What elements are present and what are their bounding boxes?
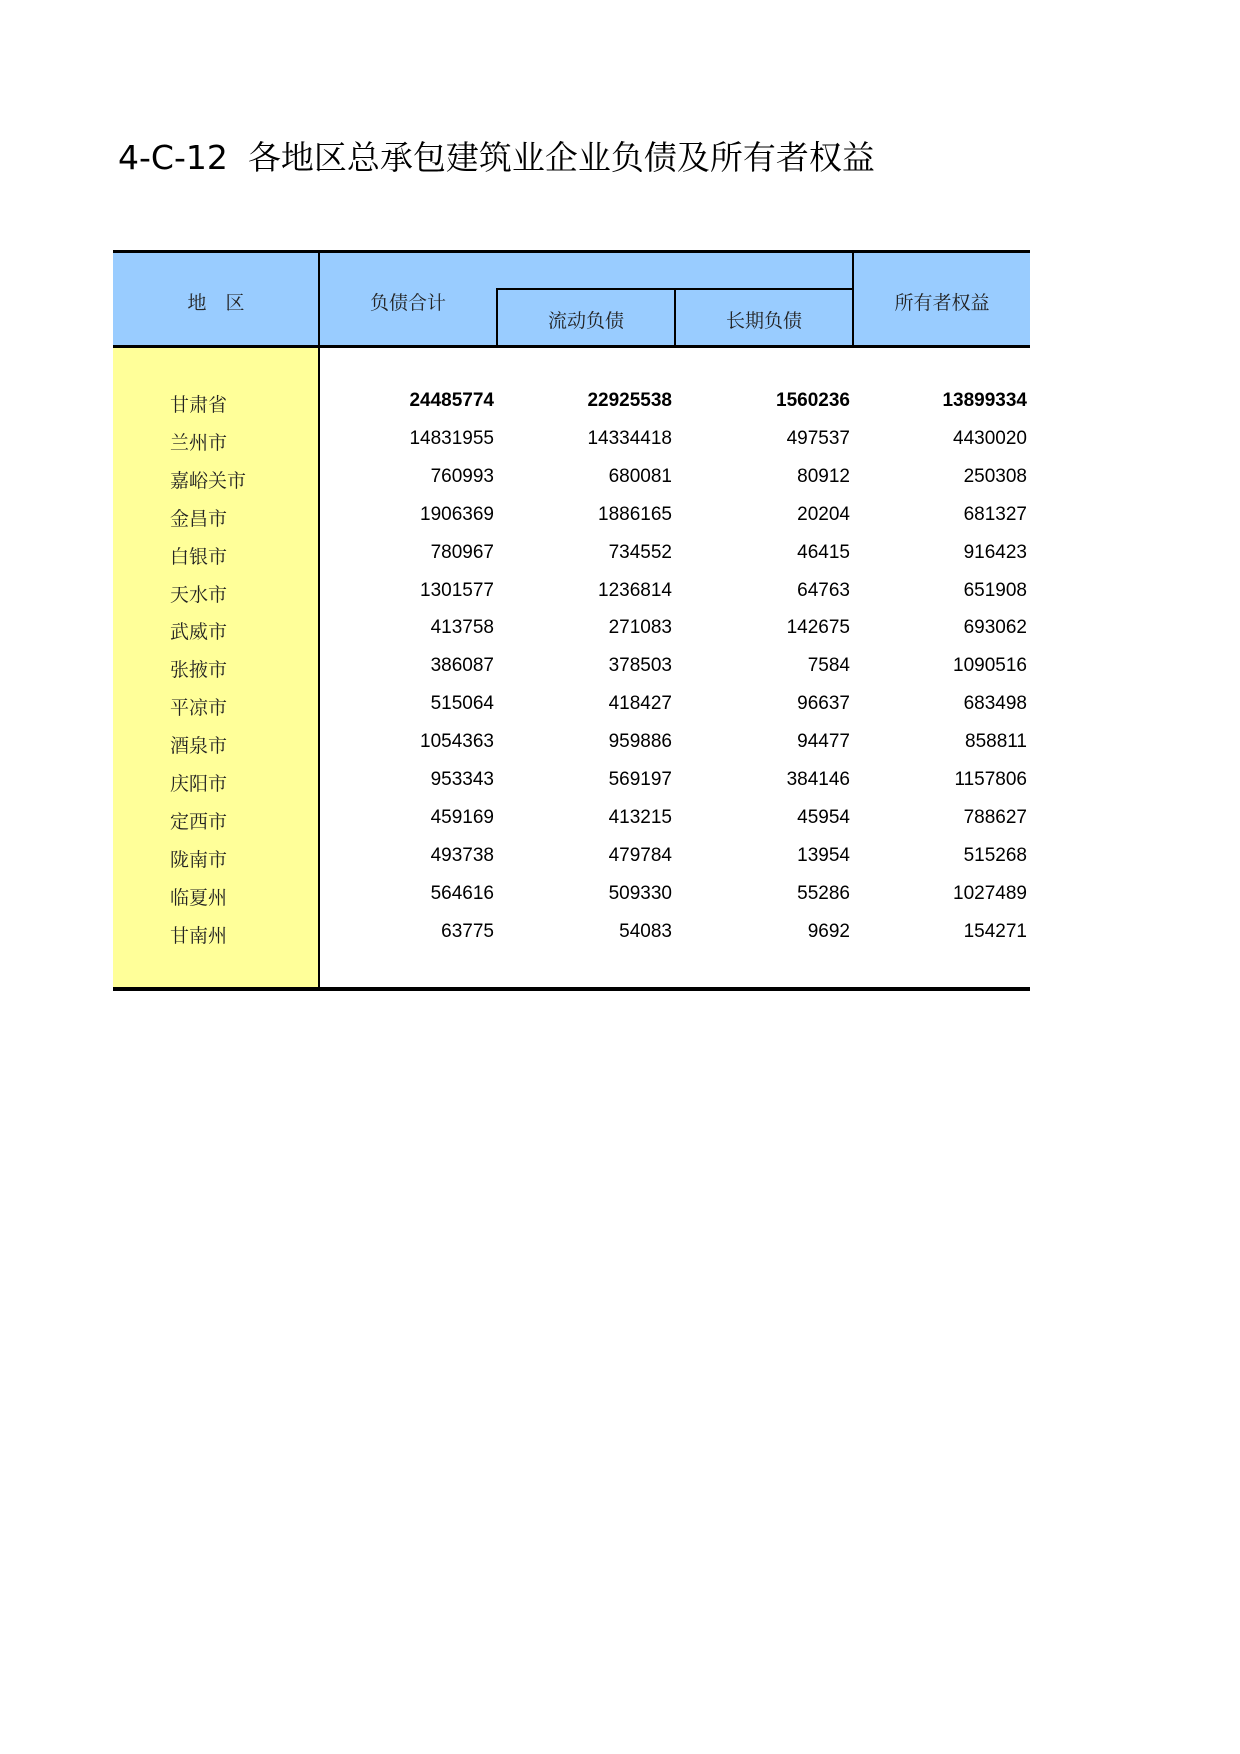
current-liabilities-value: 959886 (608, 731, 672, 753)
long-term-liabilities-value: 13954 (797, 844, 850, 866)
owners-equity-value: 13899334 (942, 390, 1027, 411)
table-row (113, 655, 1030, 693)
current-liabilities-value: 418427 (608, 693, 672, 715)
current-liabilities-value: 14334418 (587, 427, 672, 449)
long-term-liabilities-value: 96637 (797, 693, 850, 715)
region-name: 白银市 (170, 545, 228, 568)
page-title (118, 132, 895, 179)
current-liabilities-value: 734552 (608, 541, 672, 563)
region-name: 金昌市 (170, 507, 228, 530)
region-name: 陇南市 (170, 848, 228, 871)
table-row (113, 542, 1030, 580)
owners-equity-value: 693062 (963, 617, 1027, 639)
long-term-liabilities-value: 80912 (797, 465, 850, 487)
region-name: 定西市 (170, 810, 228, 833)
current-liabilities-value: 54083 (619, 920, 672, 942)
table-row (113, 504, 1030, 542)
owners-equity-value: 858811 (965, 731, 1027, 753)
current-liabilities-value: 680081 (608, 465, 672, 487)
table-row (113, 428, 1030, 466)
owners-equity-value: 788627 (963, 806, 1027, 828)
bottom-rule (113, 987, 1030, 991)
long-term-liabilities-value: 46415 (797, 541, 850, 563)
region-name: 嘉峪关市 (170, 469, 247, 492)
long-term-liabilities-value: 384146 (786, 769, 850, 790)
current-liabilities-value: 509330 (608, 882, 672, 904)
table-row (113, 466, 1030, 504)
table-row (113, 769, 1030, 807)
total-liabilities-value: 413758 (430, 617, 494, 639)
owners-equity-value: 651908 (963, 579, 1027, 601)
owners-equity-value: 916423 (963, 541, 1027, 563)
owners-equity-value: 683498 (963, 693, 1027, 715)
long-term-liabilities-value: 45954 (797, 806, 850, 828)
header-total-liabilities: 负债合计 (369, 292, 446, 314)
owners-equity-value: 515268 (963, 844, 1027, 866)
long-term-liabilities-value: 142675 (786, 617, 850, 639)
total-liabilities-value: 515064 (430, 693, 494, 715)
region-name: 庆阳市 (170, 773, 228, 795)
table-row (113, 580, 1030, 618)
current-liabilities-value: 271083 (608, 617, 672, 639)
total-liabilities-value: 1301577 (420, 579, 494, 601)
total-liabilities-value: 1906369 (420, 503, 494, 525)
long-term-liabilities-value: 20204 (797, 503, 850, 525)
table-row (113, 921, 1030, 959)
header-rule (113, 345, 1030, 348)
table-row (113, 693, 1030, 731)
long-term-liabilities-value: 64763 (797, 579, 850, 601)
total-liabilities-value: 63775 (441, 920, 494, 942)
region-name: 甘肃省 (170, 394, 228, 416)
long-term-liabilities-value: 94477 (797, 731, 850, 753)
current-liabilities-value: 569197 (608, 769, 672, 790)
top-rule (113, 250, 1030, 253)
region-name: 甘南州 (170, 924, 228, 947)
region-name: 平凉市 (170, 697, 228, 720)
table-row (113, 883, 1030, 921)
owners-equity-value: 4430020 (953, 427, 1027, 449)
current-liabilities-value: 479784 (608, 844, 672, 866)
current-liabilities-value: 413215 (608, 806, 672, 828)
table-row (113, 390, 1030, 428)
owners-equity-value: 1157806 (954, 769, 1027, 790)
region-name: 天水市 (170, 583, 228, 606)
current-liabilities-value: 378503 (608, 655, 672, 677)
table-code: 4-C-12 (118, 138, 228, 177)
table-row (113, 731, 1030, 769)
header-current-liabilities: 流动负债 (547, 310, 624, 332)
total-liabilities-value: 780967 (430, 541, 494, 563)
long-term-liabilities-value: 55286 (797, 882, 850, 904)
long-term-liabilities-value: 9692 (807, 920, 850, 942)
total-liabilities-value: 24485774 (409, 390, 494, 411)
region-name: 酒泉市 (170, 735, 228, 758)
total-liabilities-value: 564616 (430, 882, 494, 904)
total-liabilities-value: 386087 (430, 655, 494, 677)
total-liabilities-value: 1054363 (420, 731, 494, 753)
table-title: 各地区总承包建筑业企业负债及所有者权益 (247, 138, 875, 177)
total-liabilities-value: 14831955 (409, 427, 494, 449)
long-term-liabilities-value: 1560236 (776, 390, 850, 411)
owners-equity-value: 154271 (963, 920, 1027, 942)
current-liabilities-value: 1886165 (598, 503, 672, 525)
header-region: 地 区 (187, 292, 245, 314)
region-name: 兰州市 (170, 431, 228, 454)
table-row (113, 845, 1030, 883)
total-liabilities-value: 459169 (430, 806, 494, 828)
table-row (113, 617, 1030, 655)
region-name: 武威市 (170, 621, 228, 644)
long-term-liabilities-value: 7584 (807, 655, 850, 677)
current-liabilities-value: 1236814 (598, 579, 672, 601)
header-owners-equity: 所有者权益 (894, 292, 990, 314)
owners-equity-value: 1090516 (953, 655, 1027, 677)
owners-equity-value: 681327 (963, 503, 1027, 525)
long-term-liabilities-value: 497537 (786, 427, 850, 449)
owners-equity-value: 250308 (963, 465, 1027, 487)
table-row (113, 807, 1030, 845)
total-liabilities-value: 953343 (430, 769, 494, 790)
total-liabilities-value: 760993 (430, 465, 494, 487)
owners-equity-value: 1027489 (953, 882, 1027, 904)
region-name: 张掖市 (170, 659, 228, 682)
current-liabilities-value: 22925538 (587, 390, 672, 411)
region-name: 临夏州 (170, 886, 228, 909)
header-long-term-liabilities: 长期负债 (725, 310, 802, 332)
total-liabilities-value: 493738 (430, 844, 494, 866)
